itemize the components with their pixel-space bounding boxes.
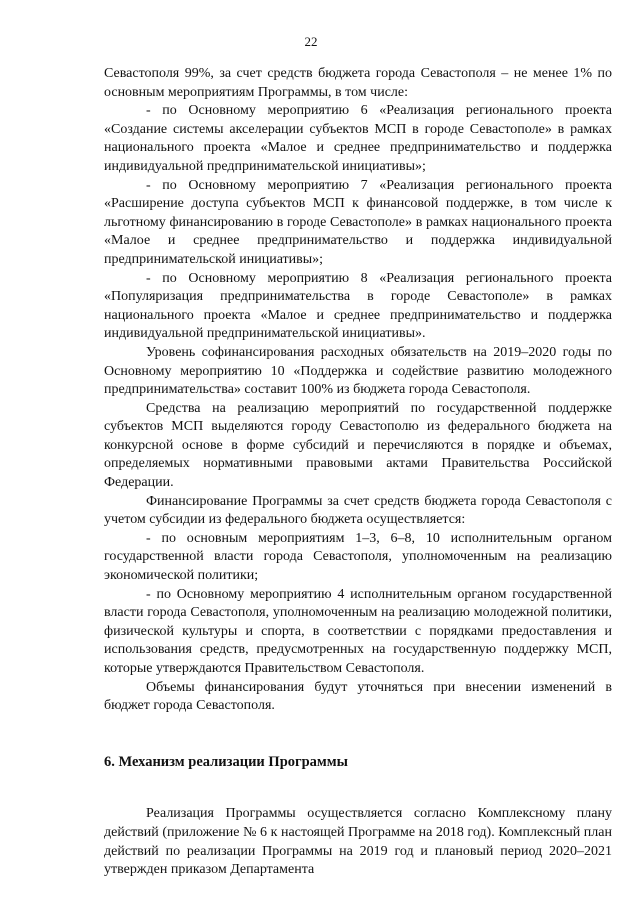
paragraph: Уровень софинансирования расходных обязательств на 2019–2020 годы по Основному мероприятию 10 «Поддержка и содействие развитию молодежного предпринимательства» составит 100% из бюджета города Севастополя.: [104, 344, 612, 398]
paragraph: - по основным мероприятиям 1–3, 6–8, 10 исполнительным органом государственной власти города Севастополя, уполномоченным на реализацию экономической политики;: [104, 530, 612, 584]
paragraphs-before-heading: [104, 65, 612, 716]
paragraph: - по Основному мероприятию 7 «Реализация регионального проекта «Расширение доступа субъектов МСП к финансовой поддержке, в том числе к льготному финансированию в городе Севастополе» в рамках национального проекта «Малое и среднее предпринимательство и поддержка индивидуальной предпринимательской инициативы»;: [104, 177, 612, 267]
paragraph: Севастополя 99%, за счет средств бюджета города Севастополя – не менее 1% по основным мероприятиям Программы, в том числе:: [104, 66, 612, 100]
paragraph: Средства на реализацию мероприятий по государственной поддержке субъектов МСП выделяются городу Севастополю из федерального бюджета на конкурсной основе в форме субсидий и перечисляются в порядке и объемах, определяемых нормативными правовыми актами Правительства Российской Федерации.: [104, 400, 612, 491]
paragraph: - по Основному мероприятию 6 «Реализация регионального проекта «Создание системы акселерации субъектов МСП в городе Севастополе» в рамках национального проекта «Малое и среднее предпринимательство и поддержка индивидуальной предпринимательской инициативы»;: [104, 103, 612, 174]
paragraph: - по Основному мероприятию 8 «Реализация регионального проекта «Популяризация предпринимательства в городе Севастополе» в рамках национального проекта «Малое и среднее предпринимательство и поддержка индивидуальной предпринимательской инициативы».: [104, 270, 612, 342]
paragraph: - по Основному мероприятию 4 исполнительным органом государственной власти города Севастополя, уполномоченным на реализацию молодежной политики, физической культуры и спорта, в соответствии с порядками предоставления и использования средств, предусмотренных на государственную поддержку МСП, которые утверждаются Правительством Севастополя.: [104, 586, 612, 676]
section-heading: 6. Механизм реализации Программы: [104, 753, 348, 770]
paragraphs-after-heading: [104, 805, 612, 879]
document-body: [104, 65, 612, 880]
paragraph: Финансирование Программы за счет средств бюджета города Севастополя с учетом субсидии из федерального бюджета осуществляется:: [104, 493, 612, 528]
paragraph: Объемы финансирования будут уточняться при внесении изменений в бюджет города Севастополя.: [104, 679, 612, 714]
page-number: 22: [304, 34, 318, 49]
paragraph: Реализация Программы осуществляется согласно Комплексному плану действий (приложение № 6 к настоящей Программе на 2018 год). Комплексный план действий по реализации Программы на 2019 год и плановый период 2020–2021 утвержден приказом Департамента: [104, 806, 612, 878]
